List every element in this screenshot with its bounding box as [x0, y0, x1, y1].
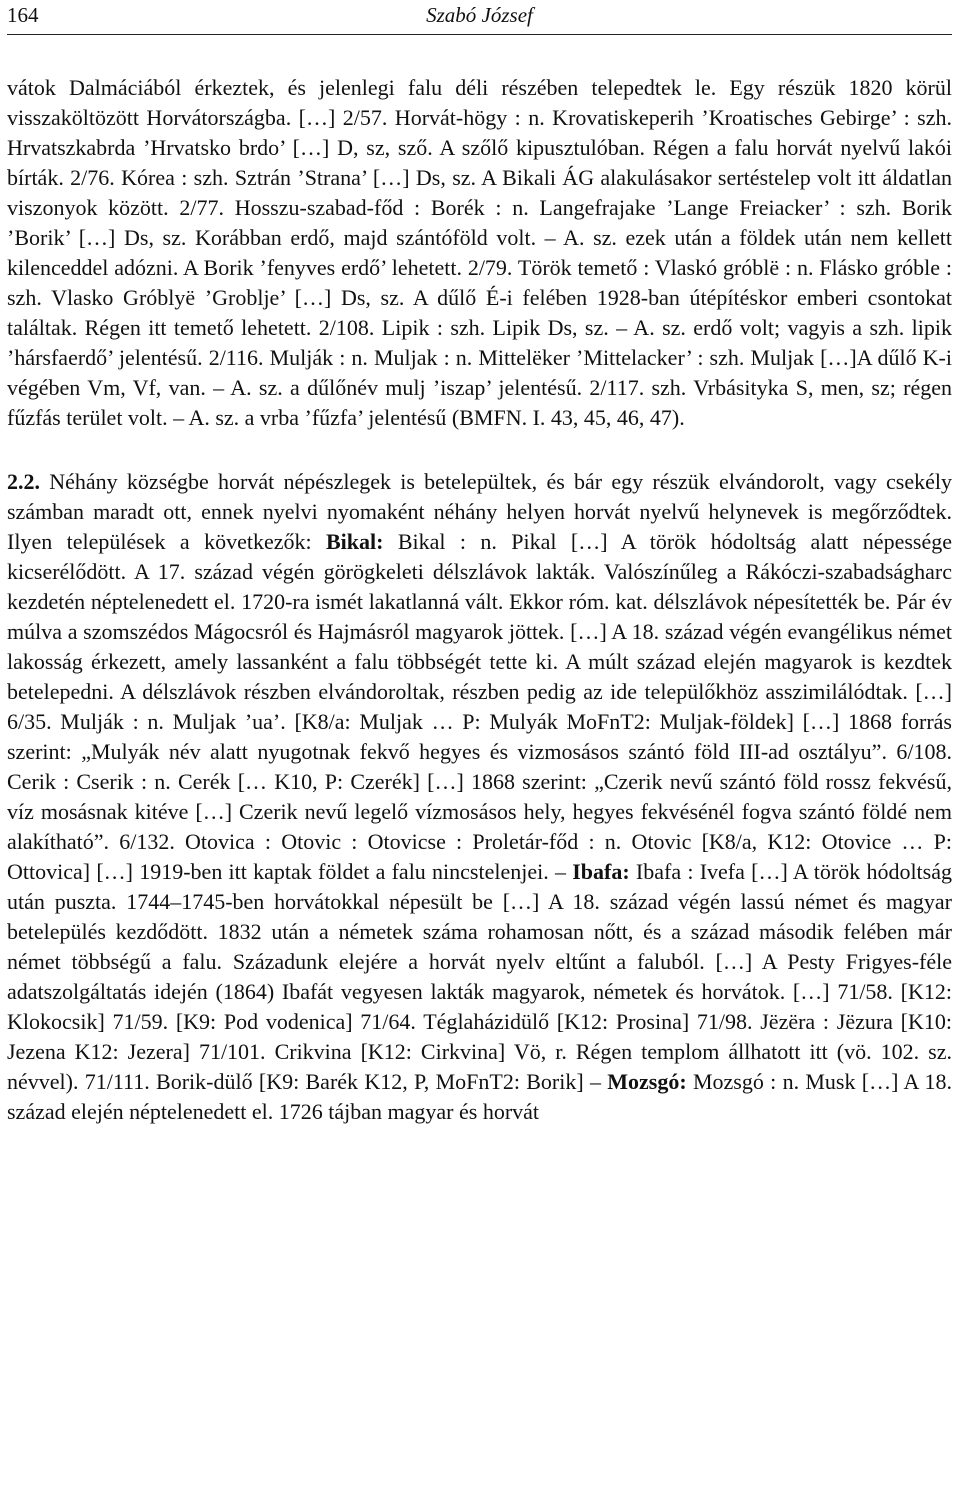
- document-page: [7, 0, 952, 1127]
- paragraph-1: [7, 73, 952, 433]
- place-heading-mozsgo: Mozsgó:: [607, 1069, 687, 1094]
- text-run: Mozsgó : n. Musk […] A 18. század elején néptelenedett el. 1726 tájban magyar és horvát: [7, 1069, 952, 1124]
- page-number: 164: [7, 3, 39, 27]
- text-run: vátok Dalmáciából érkeztek, és jelenlegi falu déli részében telepedtek le. Egy részük 1820 körül visszaköltözött Horvátországba. […] 2/57. Horvát-högy : n. Krovatiskeperih ’Kroatisches Gebirge’ : szh. Hrvatszkabrda ’Hrvatsko brdo’ […] D, sz, sző. A szőlő kipusztulóban. Régen a falu horvát nyelvű lakói bírták. 2/76. Kórea : szh. Sztrán ’Strana’ […] Ds, sz. A Bikali ÁG alakulásakor sertéstelep volt itt áldatlan viszonyok között. 2/77. Hosszu-szabad-főd : Borék : n. Langefrajake ’Lange Freiacker’ : szh. Borik ’Borik’ […] Ds, sz. Korábban erdő, majd szántóföld volt. – A. sz. ezek után a földek után nem kellett kilenceddel adózni. A Borik ’fenyves erdő’ lehetett. 2/79. Török temető : Vlaskó gróblë : n. Flásko gróble : szh. Vlasko Gróblyë ’Groblje’ […] Ds, sz. A dűlő É-i felében 1928-ban útépítéskor emberi csontokat találtak. Régen itt temető lehetett. 2/108. Lipik : szh. Lipik Ds, sz. – A. sz. erdő volt; vagyis a szh. lipik ’hársfaerdő’ jelentésű. 2/116. Mulják : n. Muljak : n. Mittelëker ’Mittelacker’ : szh. Muljak […]A dűlő K-i végében Vm, Vf, van. – A. sz. a dűlőnév mulj ’iszap’ jelentésű. 2/117. szh. Vrbásityka S, men, sz; régen fűzfás terület volt. – A. sz. a vrba ’fűzfa’ jelentésű (BMFN. I. 43, 45, 46, 47).: [7, 75, 952, 430]
- text-run: Bikal : n. Pikal […] A török hódoltság alatt népessége kicserélődött. A 17. század végén görögkeleti délszlávok lakták. Valószínűleg a Rákóczi-szabadságharc kezdetén néptelenedett el. 1720-ra ismét lakatlanná vált. Ekkor róm. kat. délszlávok népesítették be. Pár év múlva a szomszédos Mágocsról és Hajmásról magyarok jöttek. […] A 18. század végén evangélikus német lakosság érkezett, amely lassanként a falu többségét tette ki. A múlt század elején magyarok is kezdtek betelepedni. A délszlávok részben elvándoroltak, részben pedig az ide települőkhöz asszimilálódtak. […] 6/35. Mulják : n. Muljak ’ua’. [K8/a: Muljak … P: Mulyák MoFnT2: Muljak-földek] […] 1868 forrás szerint: „Mulyák név alatt nyugotnak fekvő hegyes és vizmosásos szántó föld III-ad osztályu”. 6/108. Cerik : Cserik : n. Cerék [… K10, P: Czerék] […] 1868 szerint: „Czerik nevű szántó föld rossz fekvésű, víz mosásnak kitéve […] Czerik nevű legelő vízmosásos hely, hegyes fekvésénél fogva szántó földé nem alakítható”. 6/132. Otovica : Otovic : Otovicse : Proletár-főd : n. Otovic [K8/a, K12: Otovice … P: Ottovica] […] 1919-ben itt kaptak földet a falu nincstelenjei. –: [7, 529, 952, 884]
- place-heading-ibafa: Ibafa:: [572, 859, 630, 884]
- text-run: Néhány községbe horvát népészlegek is betelepültek, és bár egy részük elvándorolt, vagy csekély számban maradt ott, ennek nyelvi nyomaként néhány helyen horvát nyelvű helynevek is megőrződtek. Ilyen települések a következők:: [7, 469, 952, 554]
- text-run: Ibafa : Ivefa […] A török hódoltság után puszta. 1744–1745-ben horvátokkal népesült be […] A 18. század végén lassú német és magyar betelepülés kezdődött. 1832 után a németek száma rohamosan nőtt, és a század második felében már német többségű a falu. Századunk elejére a horvát nyelv eltűnt a faluból. […] A Pesty Frigyes-féle adatszolgáltatás idején (1864) Ibafát vegyesen lakták magyarok, németek és horvátok. […] 71/58. [K12: Klokocsik] 71/59. [K9: Pod vodenica] 71/64. Téglaházidülő [K12: Prosina] 71/98. Jëzëra : Jëzura [K10: Jezena K12: Jezera] 71/101. Crikvina [K12: Cirkvina] Vö, r. Régen templom állhatott itt (vö. 102. sz. névvel). 71/111. Borik-dülő [K9: Barék K12, P, MoFnT2: Borik] –: [7, 859, 952, 1094]
- section-number: 2.2.: [7, 469, 40, 494]
- page-header: [7, 0, 952, 35]
- paragraph-2: [7, 467, 952, 1127]
- place-heading-bikal: Bikal:: [326, 529, 384, 554]
- body-text: [7, 73, 952, 1127]
- running-title: Szabó József: [426, 3, 533, 27]
